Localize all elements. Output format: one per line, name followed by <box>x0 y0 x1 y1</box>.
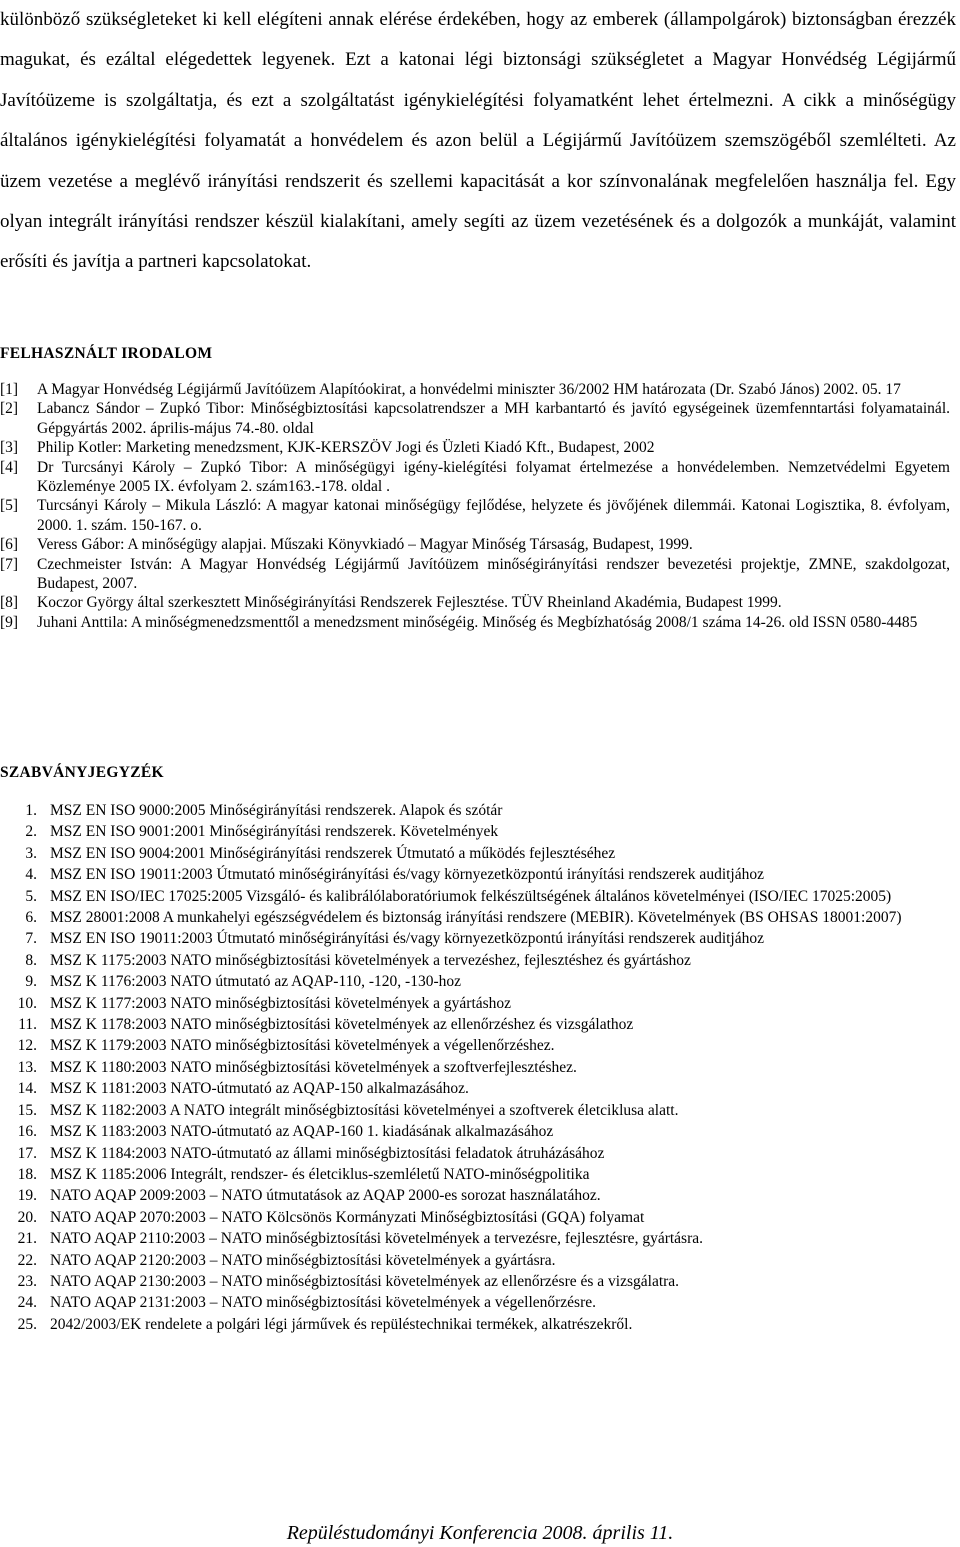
standard-item <box>0 1271 950 1292</box>
standard-number: 21. <box>17 1230 37 1248</box>
reference-item <box>0 593 950 612</box>
standard-item <box>0 1185 950 1206</box>
reference-item <box>0 535 950 554</box>
standard-number: 11. <box>18 1016 37 1034</box>
reference-text: Koczor György által szerkesztett Minőségirányítási Rendszerek Fejlesztése. TÜV Rheinland Akadémia, Budapest 1999. <box>37 594 782 612</box>
reference-text: Veress Gábor: A minőségügy alapjai. Műszaki Könyvkiadó – Magyar Minőség Társaság, Budapest, 1999. <box>37 536 693 554</box>
standard-item <box>0 864 950 885</box>
standard-item <box>0 1164 950 1185</box>
standard-number: 13. <box>17 1058 37 1076</box>
reference-number: [4] <box>0 458 19 476</box>
standard-number: 2. <box>25 823 37 841</box>
reference-number: [1] <box>0 381 19 398</box>
standard-text: MSZ EN ISO 9001:2001 Minőségirányítási rendszerek. Követelmények <box>50 823 499 841</box>
standard-text: MSZ K 1183:2003 NATO-útmutató az AQAP-160 1. kiadásának alkalmazásához <box>50 1123 554 1141</box>
standard-item <box>0 843 950 864</box>
standard-number: 16. <box>17 1123 37 1141</box>
standard-text: MSZ EN ISO 19011:2003 Útmutató minőségirányítási és/vagy környezetközpontú irányítási rendszerek auditjához <box>50 930 764 948</box>
standard-item <box>0 1035 950 1056</box>
reference-number: [3] <box>0 439 19 457</box>
reference-text: Juhani Anttila: A minőségmenedzsmenttől a menedzsment minőségéig. Minőség és Megbízhatóság 2008/1 száma 14-26. old ISSN 0580-4485 <box>37 613 918 631</box>
standard-text: MSZ EN ISO 9000:2005 Minőségirányítási rendszerek. Alapok és szótár <box>50 802 503 819</box>
reference-number: [6] <box>0 536 19 554</box>
reference-item <box>0 613 950 632</box>
standard-text: MSZ EN ISO 19011:2003 Útmutató minőségirányítási és/vagy környezetközpontú irányítási rendszerek auditjához <box>50 866 764 884</box>
reference-number: [9] <box>0 613 19 631</box>
intro-paragraph: különböző szükségleteket ki kell elégíteni annak elérése érdekében, hogy az emberek (állampolgárok) biztonságban érezzék magukat, és ezáltal elégedettek legyenek. Ezt a katonai légi biztonsági szükségletet a Magyar Honvédség Légijármű Javítóüzeme is szolgáltatja, és ezt a szolgáltatást igénykielégítési folyamatként lehet értelmezni. A cikk a minőségügy általános igénykielégítési folyamatát a honvédelem és azon belül a Légijármű Javítóüzem szemszögéből szemlélteti. Az üzem vezetése a meglévő irányítási rendszerit és szellemi kapacitását a kor színvonalának megfelelően használja fel. Egy olyan integrált irányítási rendszer készül kialakítani, amely segíti az üzem vezetésének és a dolgozók a munkáját, valamint erősíti és javítja a partneri kapcsolatokat. <box>0 9 956 273</box>
standard-number: 19. <box>17 1187 37 1205</box>
standard-number: 15. <box>17 1101 37 1119</box>
standard-text: MSZ K 1176:2003 NATO útmutató az AQAP-110, -120, -130-hoz <box>50 973 462 991</box>
standard-item <box>0 1292 950 1313</box>
reference-item <box>0 380 950 399</box>
standard-number: 23. <box>17 1272 37 1290</box>
reference-item <box>0 555 950 594</box>
standard-item <box>0 1057 950 1078</box>
standard-item <box>0 1228 950 1249</box>
standard-item <box>0 886 950 907</box>
standard-number: 10. <box>17 994 37 1012</box>
standard-number: 4. <box>25 866 37 884</box>
standard-text: MSZ K 1175:2003 NATO minőségbiztosítási követelmények a tervezéshez, fejlesztéshez és gyártáshoz <box>50 951 691 969</box>
standard-item <box>0 1014 950 1035</box>
standard-item <box>0 907 950 928</box>
standard-text: MSZ K 1182:2003 A NATO integrált minőségbiztosítási követelményei a szoftverek életciklusa alatt. <box>50 1101 679 1119</box>
standard-text: NATO AQAP 2110:2003 – NATO minőségbiztosítási követelmények a tervezésre, fejlesztésre, gyártásra. <box>50 1230 703 1248</box>
standard-item <box>0 1121 950 1142</box>
reference-number: [7] <box>0 555 19 573</box>
standard-item <box>0 950 950 971</box>
standard-item <box>0 1143 950 1164</box>
standard-number: 6. <box>25 909 37 927</box>
standard-item <box>0 1100 950 1121</box>
standard-text: MSZ K 1177:2003 NATO minőségbiztosítási követelmények a gyártáshoz <box>50 994 512 1012</box>
standard-number: 24. <box>17 1294 37 1312</box>
standard-number: 17. <box>17 1144 37 1162</box>
standard-item <box>0 1078 950 1099</box>
reference-text: Philip Kotler: Marketing menedzsment, KJK-KERSZÖV Jogi és Üzleti Kiadó Kft., Budapest, 2002 <box>37 439 655 457</box>
standard-number: 1. <box>25 802 37 819</box>
reference-item <box>0 438 950 457</box>
standard-text: 2042/2003/EK rendelete a polgári légi járművek és repüléstechnikai termékek, alkatrészekről. <box>50 1315 633 1333</box>
standard-text: MSZ 28001:2008 A munkahelyi egészségvédelem és biztonság irányítási rendszere (MEBIR). Követelmények (BS OHSAS 18001:2007) <box>50 909 902 927</box>
standard-text: NATO AQAP 2130:2003 – NATO minőségbiztosítási követelmények az ellenőrzésre és a vizsgálatra. <box>50 1272 680 1290</box>
standard-text: NATO AQAP 2009:2003 – NATO útmutatások az AQAP 2000-es sorozat használatához. <box>50 1187 601 1205</box>
reference-item <box>0 458 950 497</box>
standard-item <box>0 993 950 1014</box>
standard-number: 22. <box>17 1251 37 1269</box>
reference-text: Dr Turcsányi Károly – Zupkó Tibor: A minőségügyi igény-kielégítési folyamat értelmezése a honvédelemben. Nemzetvédelmi Egyetem Közleménye 2005 IX. évfolyam 2. szám163.-178. oldal . <box>37 458 950 496</box>
standard-number: 5. <box>25 887 37 905</box>
reference-text: A Magyar Honvédség Légijármű Javítóüzem Alapítóokirat, a honvédelmi miniszter 36/2002 HM határozata (Dr. Szabó János) 2002. 05. 17 <box>37 381 901 398</box>
standard-text: MSZ K 1180:2003 NATO minőségbiztosítási követelmények a szoftverfejlesztéshez. <box>50 1058 577 1076</box>
standard-number: 9. <box>25 973 37 991</box>
standard-number: 14. <box>17 1080 37 1098</box>
standard-item <box>0 971 950 992</box>
references-heading: FELHASZNÁLT IRODALOM <box>0 345 213 362</box>
standard-text: NATO AQAP 2120:2003 – NATO minőségbiztosítási követelmények a gyártásra. <box>50 1251 556 1269</box>
standard-number: 25. <box>17 1315 37 1333</box>
reference-item <box>0 496 950 535</box>
standard-item <box>0 928 950 949</box>
standards-heading: SZABVÁNYJEGYZÉK <box>0 764 164 781</box>
standards-list <box>0 800 950 1335</box>
standard-text: MSZ K 1185:2006 Integrált, rendszer- és életciklus-szemléletű NATO-minőségpolitika <box>50 1165 590 1183</box>
standard-text: MSZ K 1179:2003 NATO minőségbiztosítási követelmények a végellenőrzéshez. <box>50 1037 555 1055</box>
reference-text: Czechmeister István: A Magyar Honvédség Légijármű Javítóüzem minőségirányítási rendszer bevezetési projektje, ZMNE, szakdolgozat, Budapest, 2007. <box>37 555 950 593</box>
standard-text: MSZ K 1184:2003 NATO-útmutató az állami minőségbiztosítási feladatok átruházásához <box>50 1144 605 1162</box>
standard-text: MSZ K 1181:2003 NATO-útmutató az AQAP-150 alkalmazásához. <box>50 1080 469 1098</box>
standard-number: 3. <box>25 844 37 862</box>
standard-text: MSZ EN ISO/IEC 17025:2005 Vizsgáló- és kalibrálólaboratóriumok felkészültségének általános követelményei (ISO/IEC 17025:2005) <box>50 887 892 905</box>
standard-text: NATO AQAP 2131:2003 – NATO minőségbiztosítási követelmények a végellenőrzésre. <box>50 1294 596 1312</box>
reference-number: [8] <box>0 594 19 612</box>
reference-text: Turcsányi Károly – Mikula László: A magyar katonai minőségügy fejlődése, helyzete és jövőjének dilemmái. Katonai Logisztika, 8. évfolyam, 2000. 1. szám. 150-167. o. <box>37 497 950 534</box>
standard-item <box>0 800 950 821</box>
standard-text: MSZ EN ISO 9004:2001 Minőségirányítási rendszerek Útmutató a működés fejlesztéséhez <box>50 844 616 862</box>
standard-number: 8. <box>25 951 37 969</box>
reference-text: Labancz Sándor – Zupkó Tibor: Minőségbiztosítási kapcsolatrendszer a MH karbantartó és javító egységeinek üzemfenntartási folyamatainál. Gépgyártás 2002. április-május 74.-80. oldal <box>37 400 950 437</box>
standard-number: 12. <box>17 1037 37 1055</box>
footer-conference: Repüléstudományi Konferencia 2008. április 11. <box>286 1522 674 1544</box>
reference-number: [2] <box>0 400 19 418</box>
standard-number: 7. <box>25 930 37 948</box>
standard-text: NATO AQAP 2070:2003 – NATO Kölcsönös Kormányzati Minőségbiztosítási (GQA) folyamat <box>50 1208 645 1226</box>
references-list <box>0 380 950 632</box>
standard-number: 20. <box>17 1208 37 1226</box>
reference-item <box>0 399 950 438</box>
standard-item <box>0 821 950 842</box>
standard-item <box>0 1250 950 1271</box>
standard-item <box>0 1314 950 1335</box>
standard-number: 18. <box>17 1165 37 1183</box>
standard-item <box>0 1207 950 1228</box>
reference-number: [5] <box>0 497 19 515</box>
standard-text: MSZ K 1178:2003 NATO minőségbiztosítási követelmények az ellenőrzéshez és vizsgálathoz <box>50 1016 634 1034</box>
